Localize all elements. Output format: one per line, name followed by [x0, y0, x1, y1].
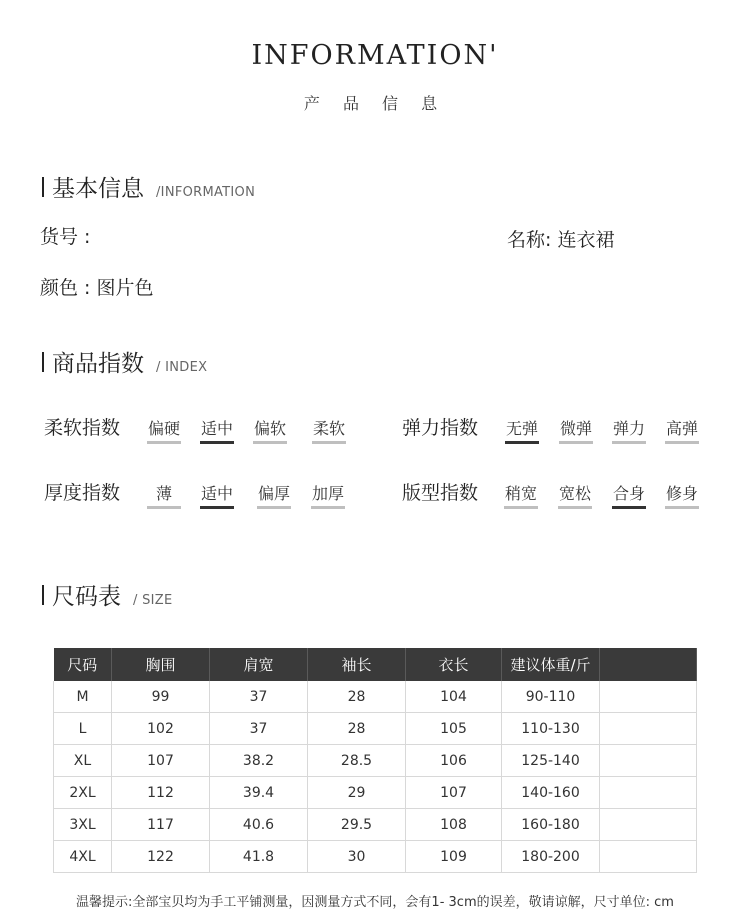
product-color: 颜色 : 图片色: [40, 277, 154, 299]
table-cell: L: [54, 713, 112, 745]
table-row: [54, 777, 697, 809]
header-cell: [600, 648, 697, 681]
fit-option: 修身: [665, 481, 699, 509]
table-cell: 122: [112, 841, 210, 873]
fit-label: 版型指数: [402, 482, 479, 504]
table-cell: 140-160: [502, 777, 600, 809]
table-cell: [600, 745, 697, 777]
softness-option: 偏硬: [147, 416, 181, 444]
thickness-option-selected: 适中: [200, 481, 234, 509]
header-cell: 建议体重/斤: [502, 648, 600, 681]
table-cell: 104: [406, 681, 502, 713]
product-name: 名称: 连衣裙: [507, 229, 615, 251]
basic-info-heading: [42, 170, 255, 203]
section-bar: [42, 585, 44, 605]
basic-info-title: 基本信息: [52, 176, 144, 202]
table-cell: 28.5: [308, 745, 406, 777]
table-cell: 106: [406, 745, 502, 777]
table-cell: 112: [112, 777, 210, 809]
table-cell: 2XL: [54, 777, 112, 809]
size-table: [53, 648, 697, 873]
item-number: 货号 :: [40, 226, 91, 248]
size-heading: [42, 578, 173, 611]
header-cell: 胸围: [112, 648, 210, 681]
table-cell: 30: [308, 841, 406, 873]
table-cell: M: [54, 681, 112, 713]
table-cell: 110-130: [502, 713, 600, 745]
table-cell: 90-110: [502, 681, 600, 713]
thickness-option: 加厚: [311, 481, 345, 509]
table-cell: 37: [210, 681, 308, 713]
table-cell: 102: [112, 713, 210, 745]
softness-option: 柔软: [312, 416, 346, 444]
thickness-option: 薄: [147, 481, 181, 509]
table-cell: [600, 681, 697, 713]
elasticity-option-selected: 无弹: [505, 416, 539, 444]
fit-option: 宽松: [558, 481, 592, 509]
table-cell: 107: [406, 777, 502, 809]
table-cell: [600, 809, 697, 841]
table-cell: 109: [406, 841, 502, 873]
table-cell: 99: [112, 681, 210, 713]
table-cell: 38.2: [210, 745, 308, 777]
table-cell: 29: [308, 777, 406, 809]
header-cell: 肩宽: [210, 648, 308, 681]
softness-label: 柔软指数: [44, 417, 121, 439]
fit-option: 稍宽: [504, 481, 538, 509]
elasticity-option: 微弹: [559, 416, 593, 444]
thickness-label: 厚度指数: [44, 482, 121, 504]
table-row: [54, 745, 697, 777]
header-cell: 袖长: [308, 648, 406, 681]
table-cell: 28: [308, 713, 406, 745]
page-title-cn: 产 品 信 息: [303, 94, 447, 113]
table-cell: [600, 713, 697, 745]
elasticity-option: 高弹: [665, 416, 699, 444]
table-cell: [600, 841, 697, 873]
softness-option: 偏软: [253, 416, 287, 444]
section-bar: [42, 352, 44, 372]
table-cell: 37: [210, 713, 308, 745]
header-cell: 衣长: [406, 648, 502, 681]
table-cell: [600, 777, 697, 809]
size-title: 尺码表: [52, 584, 121, 610]
table-cell: XL: [54, 745, 112, 777]
table-cell: 160-180: [502, 809, 600, 841]
table-cell: 39.4: [210, 777, 308, 809]
fit-option-selected: 合身: [612, 481, 646, 509]
table-row: [54, 681, 697, 713]
table-cell: 117: [112, 809, 210, 841]
basic-info-subtitle: /INFORMATION: [156, 185, 256, 200]
table-cell: 4XL: [54, 841, 112, 873]
table-cell: 3XL: [54, 809, 112, 841]
softness-option-selected: 适中: [200, 416, 234, 444]
table-cell: 105: [406, 713, 502, 745]
table-cell: 41.8: [210, 841, 308, 873]
elasticity-option: 弹力: [612, 416, 646, 444]
table-cell: 107: [112, 745, 210, 777]
table-row: [54, 713, 697, 745]
header-cell: 尺码: [54, 648, 112, 681]
index-title: 商品指数: [52, 351, 144, 377]
table-row: [54, 809, 697, 841]
page-title-en: INFORMATION': [251, 40, 499, 71]
thickness-option: 偏厚: [257, 481, 291, 509]
table-row: [54, 841, 697, 873]
table-cell: 108: [406, 809, 502, 841]
table-cell: 29.5: [308, 809, 406, 841]
index-heading: [42, 345, 207, 378]
table-cell: 125-140: [502, 745, 600, 777]
elasticity-label: 弹力指数: [402, 417, 479, 439]
measurement-note: 温馨提示:全部宝贝均为手工平铺测量，因测量方式不同，会有1- 3cm的误差，敬请谅解，尺寸单位: cm: [76, 895, 674, 910]
table-cell: 180-200: [502, 841, 600, 873]
index-subtitle: / INDEX: [156, 360, 208, 375]
size-subtitle: / SIZE: [133, 593, 173, 608]
table-header-row: [54, 648, 697, 681]
table-cell: 40.6: [210, 809, 308, 841]
section-bar: [42, 177, 44, 197]
table-cell: 28: [308, 681, 406, 713]
